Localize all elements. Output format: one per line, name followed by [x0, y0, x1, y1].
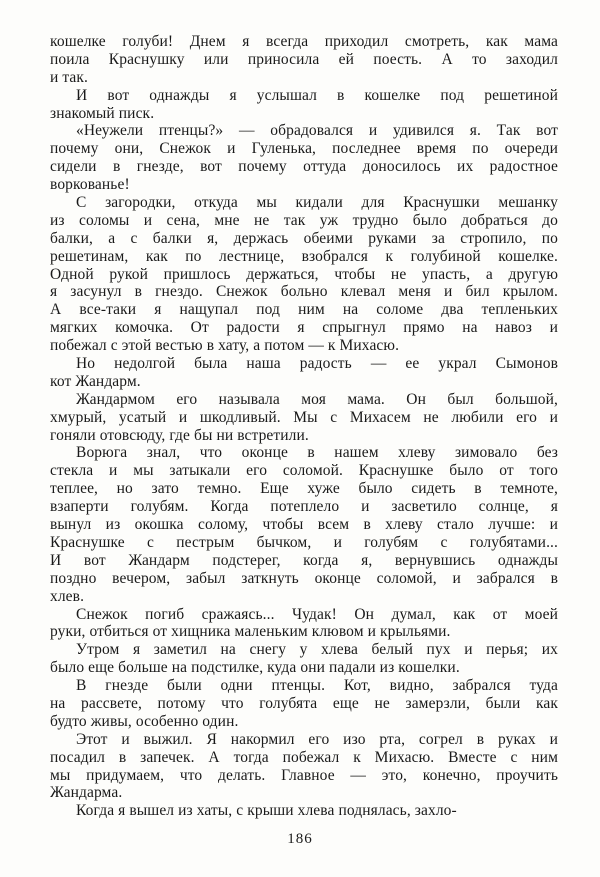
text-line: балки, а с балки я, держась обеими руками за стропило, по — [50, 229, 558, 247]
text-line: на рассвете, потому что голубята еще не замерзли, были как — [50, 694, 558, 712]
text-line: решетинам, как по лестнице, взобрался к голубиной кошелке. — [50, 247, 558, 265]
text-line: Жандармом его называла моя мама. Он был большой, — [76, 390, 558, 408]
text-line: воркованье! — [50, 176, 130, 194]
text-line: было еще больше на подстилке, куда они падали из кошелки. — [50, 659, 460, 677]
text-line: вынул из окошка солому, чтобы всем в хлеву стало лучше: и — [50, 516, 558, 534]
text-line: С загородки, откуда мы кидали для Краснушки мешанку — [76, 194, 558, 212]
text-line: хлев. — [50, 587, 85, 605]
text-line: и так. — [50, 68, 89, 86]
text-line: Когда я вышел из хаты, с крыши хлева поднялась, захло- — [76, 802, 457, 820]
text-line: гоняли отовсюду, где бы ни встретили. — [50, 426, 309, 444]
text-line: Одной рукой пришлось держаться, чтобы не упасть, а другую — [50, 265, 558, 283]
text-line: поздно вечером, забыл заткнуть оконце соломой, и забрался в — [50, 569, 558, 587]
text-line: побежал с этой вестью в хату, а потом — к Михасю. — [50, 337, 400, 355]
text-line: Ворюга знал, что оконце в нашем хлеву зимовало без — [76, 444, 558, 462]
text-line: Этот и выжил. Я накормил его изо рта, согрел в руках и — [76, 730, 558, 748]
text-line: И вот Жандарм подстерег, когда я, вернувшись однажды — [50, 551, 558, 569]
text-line: взаперти голубям. Когда потеплело и засветило солнце, я — [50, 498, 558, 516]
text-line: «Неужели птенцы?» — обрадовался и удивился я. Так вот — [76, 122, 558, 140]
text-line: мягких комочка. От радости я спрыгнул прямо на навоз и — [50, 319, 558, 337]
text-line: руки, отбиться от хищника маленьким клювом и крыльями. — [50, 623, 451, 641]
text-line: поила Краснушку или приносила ей поесть. А то заходил — [50, 50, 558, 68]
text-line: теплее, но зато темно. Еще хуже было сидеть в темноте, — [50, 480, 558, 498]
text-line: Краснушке с пестрым бычком, и голубям с голубятами... — [50, 533, 558, 551]
text-line: мы придумаем, что делать. Главное — это, конечно, проучить — [50, 766, 558, 784]
page-number: 186 — [287, 831, 313, 847]
text-line: Жандарма. — [50, 784, 123, 802]
text-line: будто живы, особенно один. — [50, 712, 239, 730]
text-line: знакомый писк. — [50, 104, 155, 122]
text-line: из соломы и сена, мне не так уж трудно было добраться до — [50, 211, 558, 229]
text-line: сидели в гнезде, вот почему оттуда доносилось их радостное — [50, 158, 558, 176]
page-text — [50, 33, 558, 820]
text-line: Но недолгой была наша радость — ее украл Сымонов — [76, 355, 558, 373]
text-line: стекла и мы затыкали его соломой. Краснушке было от того — [50, 462, 558, 480]
text-line: А все-таки я нащупал под ним на соломе два тепленьких — [50, 301, 558, 319]
text-line: Утром я заметил на снегу у хлева белый пух и перья; их — [76, 641, 558, 659]
text-line: кот Жандарм. — [50, 372, 141, 390]
text-line: кошелке голуби! Днем я всегда приходил смотреть, как мама — [50, 33, 558, 50]
text-line: Снежок погиб сражаясь... Чудак! Он думал, как от моей — [76, 605, 558, 623]
text-line: И вот однажды я услышал в кошелке под решетиной — [76, 86, 558, 104]
text-line: хмурый, усатый и шкодливый. Мы с Михасем не любили его и — [50, 408, 558, 426]
text-line: посадил в запечек. А тогда побежал к Михасю. Вместе с ним — [50, 748, 558, 766]
text-line: В гнезде были одни птенцы. Кот, видно, забрался туда — [76, 677, 558, 695]
text-line: почему они, Снежок и Гуленька, последнее время по очереди — [50, 140, 558, 158]
text-line: я засунул в гнездо. Снежок больно клевал меня и бил крылом. — [50, 283, 558, 301]
